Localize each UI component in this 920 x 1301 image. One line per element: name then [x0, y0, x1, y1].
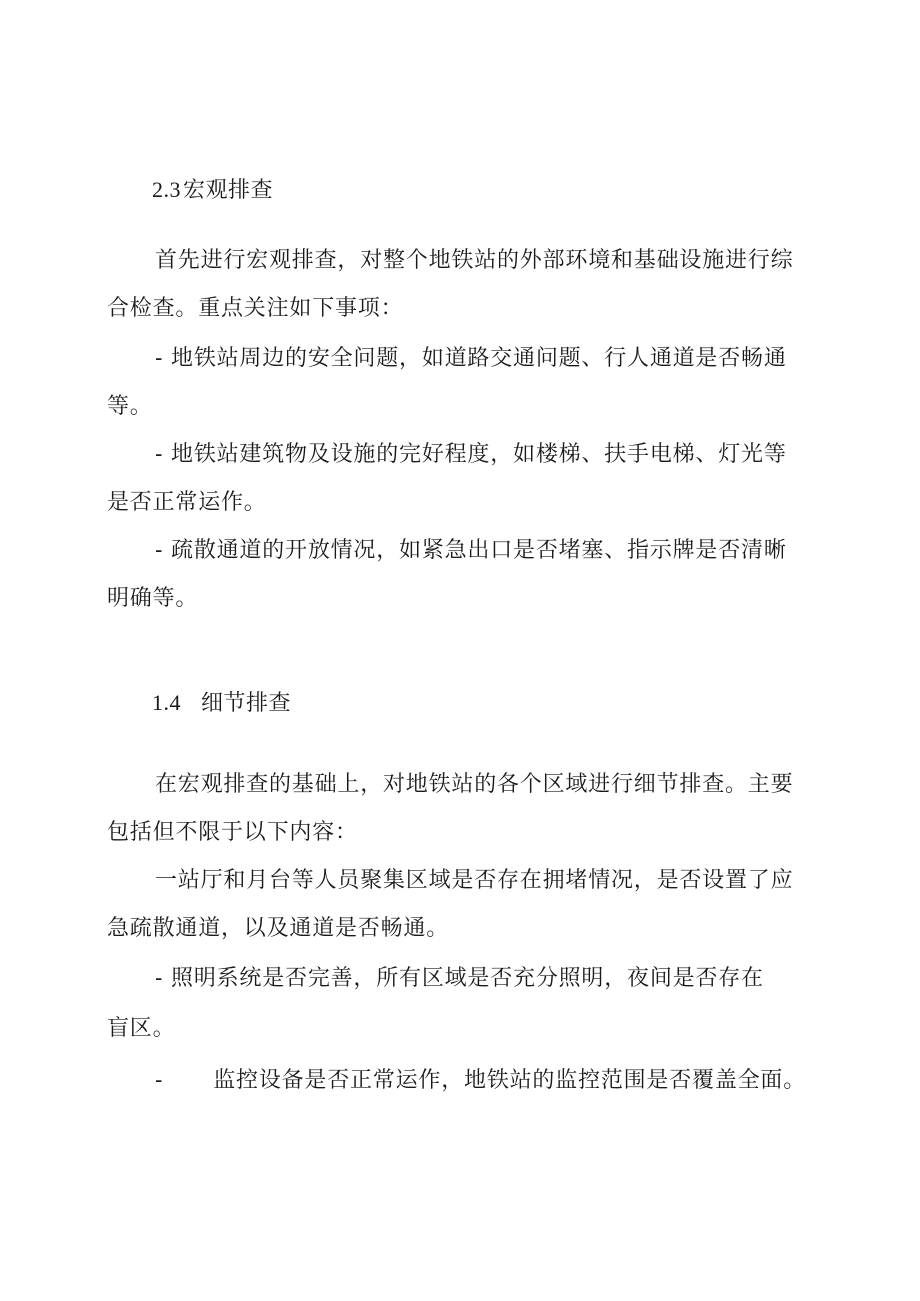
- list-item-line: - 地铁站周边的安全问题，如道路交通问题、行人通道是否畅通: [155, 346, 787, 371]
- section-heading-2-3: [152, 177, 273, 204]
- list-item-line: 明确等。: [107, 586, 199, 611]
- list-item-line: 一站厅和月台等人员聚集区域是否存在拥堵情况，是否设置了应: [155, 868, 794, 893]
- section-title: 宏观排查: [183, 178, 274, 203]
- paragraph-line: 包括但不限于以下内容：: [107, 820, 358, 845]
- list-item-line: 盲区。: [107, 1016, 176, 1041]
- section-title: 细节排查: [201, 691, 292, 716]
- paragraph-line: 合检查。重点关注如下事项：: [107, 296, 404, 321]
- list-item-line: - 地铁站建筑物及设施的完好程度，如楼梯、扶手电梯、灯光等: [155, 442, 787, 467]
- list-item-line: [155, 1068, 806, 1094]
- list-item-line: 是否正常运作。: [107, 490, 267, 515]
- paragraph-line: 首先进行宏观排查，对整个地铁站的外部环境和基础设施进行综: [155, 248, 794, 273]
- section-number: 1.4: [152, 690, 181, 715]
- section-heading-1-4: [152, 690, 291, 717]
- list-item-line: - 疏散通道的开放情况，如紧急出口是否堵塞、指示牌是否清晰: [155, 538, 787, 563]
- section-number: 2.3: [152, 177, 181, 202]
- paragraph-line: 在宏观排查的基础上，对地铁站的各个区域进行细节排查。主要: [155, 772, 794, 797]
- list-item-line: - 照明系统是否完善，所有区域是否充分照明，夜间是否存在: [155, 966, 764, 991]
- list-item-line: 急疏散通道，以及通道是否畅通。: [107, 916, 450, 941]
- list-dash: -: [155, 1068, 164, 1093]
- list-item-line: 等。: [107, 394, 153, 419]
- list-item-text: 监控设备是否正常运作，地铁站的监控范围是否覆盖全面。: [213, 1068, 807, 1093]
